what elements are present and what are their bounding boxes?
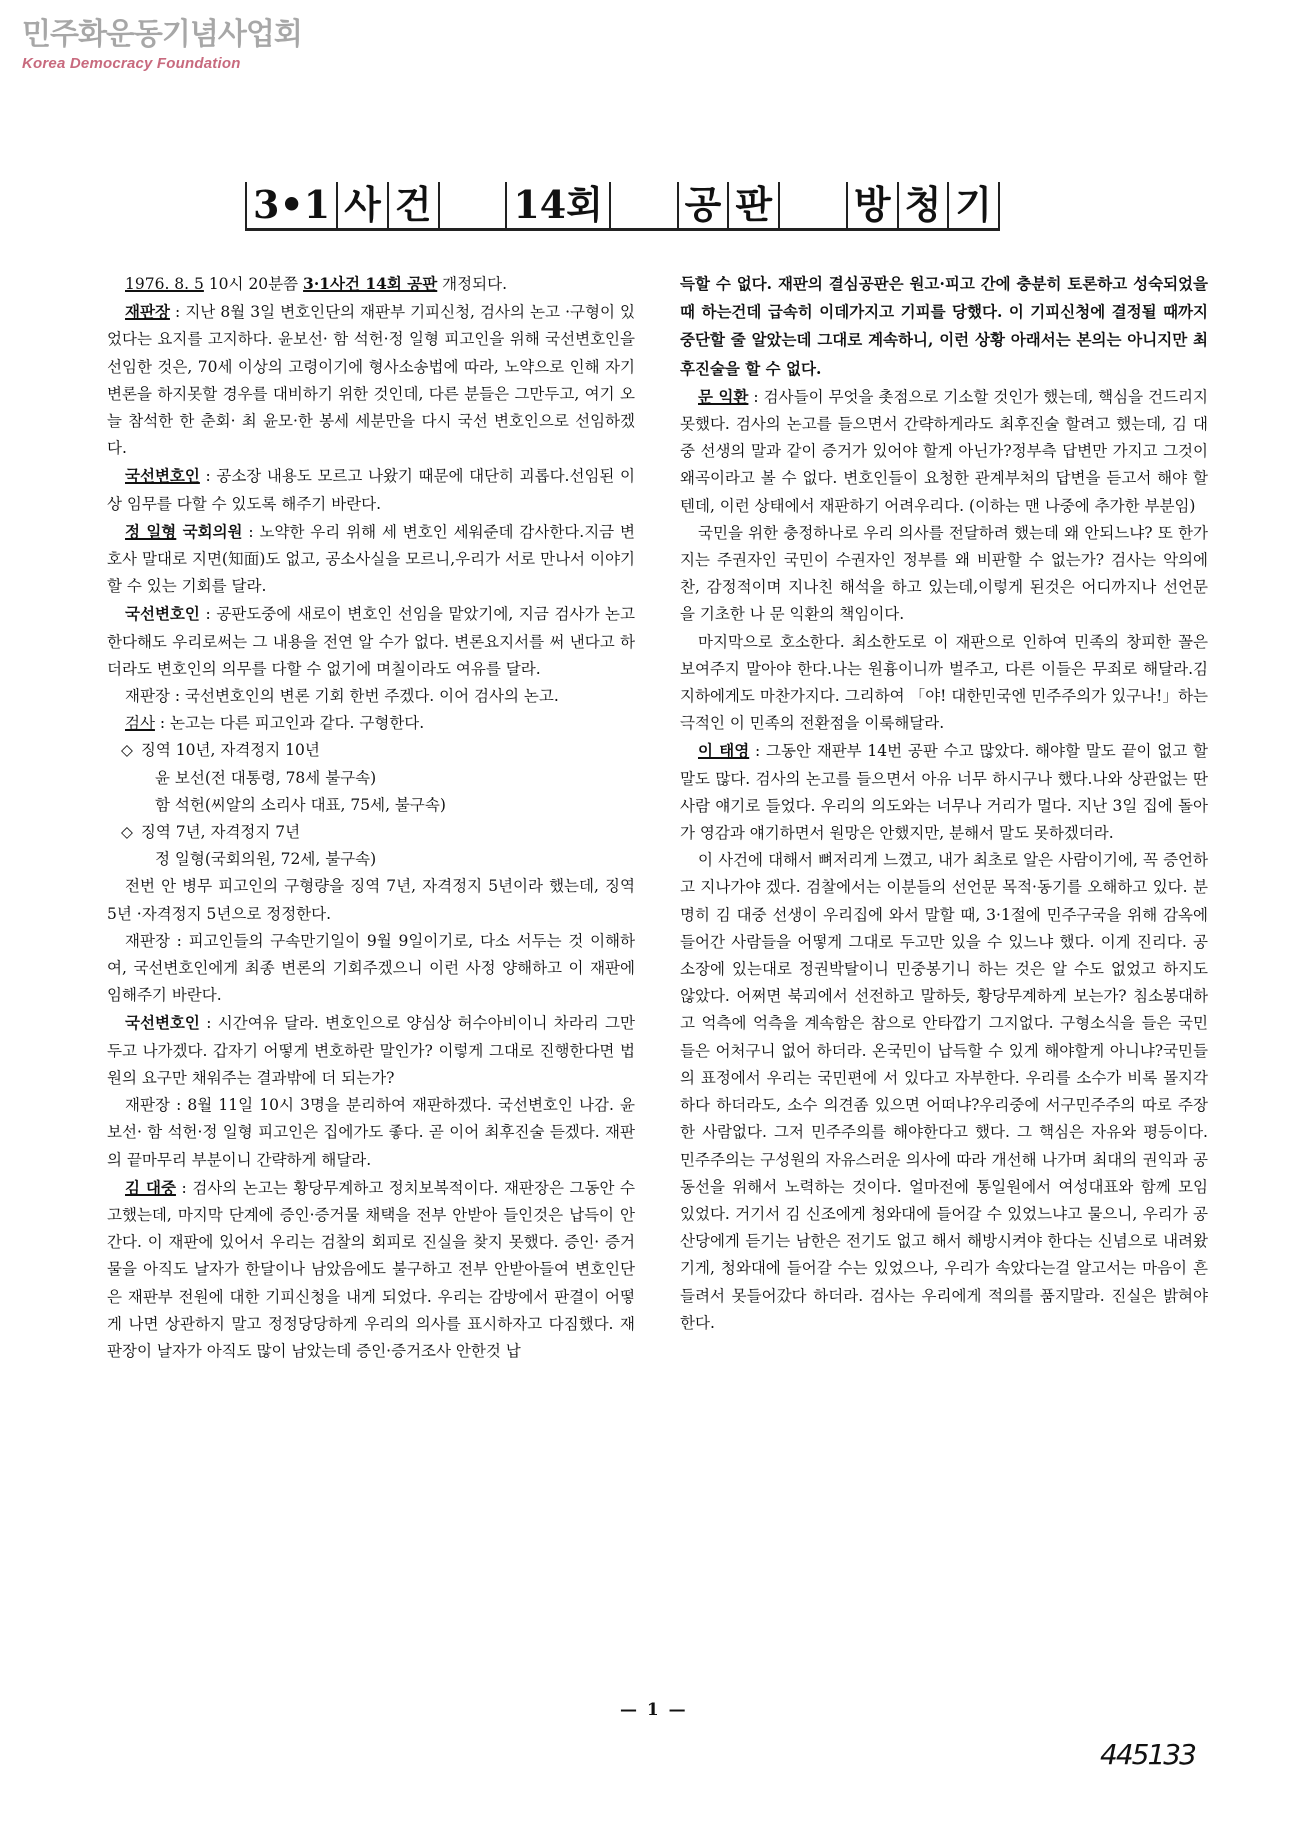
speaker-name: 국선변호인 xyxy=(125,1013,200,1033)
statement-paragraph xyxy=(680,629,1208,738)
title-segment: 3•1 xyxy=(245,182,336,228)
statement-text: : 검사의 논고는 황당무계하고 정치보복적이다. 재판장은 그동안 수고했는데, 마지막 단계에 증인·증거물 채택을 전부 안받아 들인것은 납득이 안간다. 이 재판에 있어서 우리는 검찰의 회피로 진실을 찾지 못했다. 증인· 증거물을 아직도 날자가 한달이나 남았음에도 불구하고 전부 안받아들여 변호인단은 재판부 전원에 대한 기피신청을 내게 되었다. 우리는 감방에서 판결이 어떻게 나면 상관하지 말고 정정당당하게 우리의 의사를 표시하자고 다짐했다. 재판장이 날자가 아직도 많이 남았는데 증인·증거조사 안한것 납 xyxy=(107,1178,635,1360)
speaker-name: 재판장 xyxy=(125,1096,170,1115)
statement-text: : 국선변호인의 변론 기회 한번 주겠다. 이어 검사의 논고. xyxy=(169,687,559,706)
statement-paragraph xyxy=(107,710,635,737)
statement-text: : 그동안 재판부 14번 공판 수고 많았다. 해야할 말도 끝이 없고 할말도 많다. 검사의 논고를 들으면서 아유 너무 하시구나 했다.나와 상관없는 딴 사람 얘기로 들었다. 우리의 의도와는 너무나 거리가 멀다. 지난 3일 집에 돌아가 영감과 얘기하면서 원망은 안했지만, 분해서 말도 못하겠더라. xyxy=(680,742,1208,843)
statement-paragraph xyxy=(107,298,635,462)
speaker-name: 재판장 xyxy=(125,302,170,322)
title-segment: 14회 xyxy=(505,182,609,228)
speaker-name: 문 익환 xyxy=(698,386,749,406)
statement-paragraph xyxy=(107,600,635,683)
statement-paragraph xyxy=(680,270,1208,383)
title-segment: 청 xyxy=(897,182,948,228)
sentence-block xyxy=(107,737,635,873)
title-divider xyxy=(438,182,506,228)
title-segment: 사 xyxy=(336,182,387,228)
statement-text: : 공소장 내용도 모르고 나왔기 때문에 대단히 괴롭다.선임된 이상 임무를 다할 수 있도록 해주기 바란다. xyxy=(107,467,635,513)
statement-paragraph xyxy=(107,683,635,710)
hearing-date: 1976. 8. 5 xyxy=(125,275,204,293)
archive-number: 445133 xyxy=(1100,1738,1195,1771)
statement-paragraph xyxy=(107,1092,635,1174)
statement-text: 전번 안 병무 피고인의 구형량을 징역 7년, 자격정지 5년이라 했는데, 징역 5년 ·자격정지 5년으로 정정한다. xyxy=(107,877,635,923)
speaker-name: 이 태영 xyxy=(698,741,750,761)
statement-text: 이 사건에 대해서 뼈저리게 느꼈고, 내가 최초로 알은 사람이기에, 꼭 증언하고 지나가야 겠다. 검찰에서는 이분들의 선언문 목적·동기를 오해하고 있다. 분명히 김 대중 선생이 우리집에 와서 말할 때, 3·1절에 민주구국을 위해 감옥에 들어간 사람들을 어떻게 그대로 두고만 있을 수 있느냐 했다. 이게 진리다. 공소장에 있는대로 정권박탈이니 민중봉기니 하는 것은 알 수도 없었고 하지도 않았다. 어쩌면 북괴에서 선전하고 말하듯, 황당무계하게 보는가? 침소봉대하고 억측에 억측을 계속함은 참으로 안타깝기 그지없다. 구형소식을 들은 국민들은 어처구니 없어 하더라. 온국민이 납득할 수 있게 해야할게 아니냐?국민들의 표정에서 우리는 국민편에 서 있다고 자부한다. 우리를 소수가 비록 몰지각 하다 하더라도, 소수 의견좀 있으면 어떠냐?우리중에 서구민주주의 따로 주장한 사람없다. 그저 민주주의를 해야한다고 했다. 그 핵심은 자유와 평등이다. 민주주의는 구성원의 자유스러운 의사에 따라 개선해 나가며 최대의 권익과 공동선을 위해서 노력하는 것이다. 얼마전에 통일원에서 여성대표와 함께 모임 있었다. 거기서 김 신조에게 청와대에 들어갈 수 있었느냐고 물으니, 우리가 공산당에게 듣기는 남한은 전기도 없고 해서 해방시켜야 한다는 신념으로 내려왔기게, 청와대에 들어갈 수는 있었으나, 우리가 속았다는걸 알고서는 마음이 흔들려서 못들어갔다 하더라. 검사는 우리에게 적의를 품지말라. 진실은 밝혀야 한다. xyxy=(680,851,1208,1332)
org-name-korean: 민주화운동기념사업회 xyxy=(22,17,302,52)
title-segment: 판 xyxy=(727,182,778,228)
statement-text: : 논고는 다른 피고인과 같다. 구형한다. xyxy=(154,714,425,733)
watermark-logo xyxy=(22,18,302,72)
org-name-english: Korea Democracy Foundation xyxy=(22,55,241,72)
speaker-name: 국선변호인 xyxy=(125,604,200,624)
statement-paragraph xyxy=(107,518,635,601)
statement-paragraph xyxy=(680,383,1208,520)
diamond-marker-icon: ◇ xyxy=(121,741,133,760)
statement-paragraph xyxy=(107,462,635,517)
speaker-title: 국회의원 xyxy=(176,521,243,541)
statement-text: : 시간여유 달라. 변호인으로 양심상 허수아비이니 차라리 그만두고 나가겠다. 갑자기 어떻게 변호하란 말인가? 이렇게 그대로 진행한다면 법원의 요구만 채워주는 결과밖에 더 되는가? xyxy=(107,1014,635,1087)
statement-paragraph xyxy=(680,737,1208,847)
defendant-entry: 함 석헌(씨알의 소리사 대표, 75세, 불구속) xyxy=(155,795,446,814)
statement-paragraph xyxy=(107,1009,635,1092)
statement-text: : 검사들이 무엇을 촛점으로 기소할 것인가 했는데, 핵심을 건드리지 못했다. 검사의 논고를 들으면서 간략하게라도 최후진술 할려고 했는데, 김 대중 선생의 말과 같이 증거가 있어야 할게 아닌가?정부측 답변만 가지고 그것이 왜곡이라고 볼 수 없다. 변호인들이 요청한 관계부처의 답변을 듣고서 해야 할텐데, 이런 상태에서 재판하기 어려우리다. (이하는 맨 나중에 추가한 부분임) xyxy=(680,387,1208,515)
statement-text: 득할 수 없다. 재판의 결심공판은 원고·피고 간에 충분히 토론하고 성숙되었을 때 하는건데 급속히 이데가지고 기피를 당했다. 이 기피신청에 결정될 때까지 중단할 줄 알았는데 그대로 계속하니, 이런 상황 아래서는 본의는 아니지만 최후진술을 할 수 없다. xyxy=(680,274,1208,378)
sentence-term xyxy=(121,737,635,764)
speaker-name: 검사 xyxy=(125,714,155,733)
opening-paragraph xyxy=(107,270,635,298)
right-column xyxy=(680,270,1208,1337)
statement-text: : 피고인들의 구속만기일이 9월 9일이기로, 다소 서두는 것 이해하여, 국선변호인에게 최종 변론의 기회주겠으니 이런 사정 양해하고 이 재판에 임해주기 바란다. xyxy=(107,931,635,1005)
statement-paragraph xyxy=(680,520,1208,629)
page-number: — 1 — xyxy=(620,1700,688,1720)
statement-text: : 8월 11일 10시 3명을 분리하여 재판하겠다. 국선변호인 나감. 윤 보선· 함 석헌·정 일형 피고인은 집에가도 좋다. 곧 이어 최후진술 듣겠다. 재판의 끝마무리 부분이니 간략하게 해달라. xyxy=(107,1096,635,1169)
speaker-name: 국선변호인 xyxy=(125,466,200,486)
statement-paragraph xyxy=(107,873,635,927)
title-segment: 건 xyxy=(387,182,438,228)
sentence-term xyxy=(121,819,635,846)
speaker-name: 정 일형 xyxy=(125,521,177,541)
hearing-time: 10시 20분쯤 xyxy=(203,275,304,293)
statement-paragraph xyxy=(680,847,1208,1337)
opening-text: 개정되다. xyxy=(437,275,507,293)
case-name: 3·1사건 14회 공판 xyxy=(303,274,438,293)
speaker-name: 재판장 xyxy=(125,931,170,950)
speaker-name: 김 대중 xyxy=(125,1177,176,1197)
title-segment: 기 xyxy=(947,182,1000,228)
statement-paragraph xyxy=(107,928,635,1010)
title-segment: 공 xyxy=(677,182,728,228)
defendant-entry: 정 일형(국회의원, 72세, 불구속) xyxy=(155,850,377,869)
statement-paragraph xyxy=(107,1174,635,1365)
statement-text: 국민을 위한 충정하나로 우리 의사를 전달하려 했는데 왜 안되느냐? 또 한가지는 주권자인 국민이 수권자인 정부를 왜 비판할 수 없는가? 검사는 악의에 찬, 감정적이며 지나친 해석을 하고 있는데,이렇게 된것은 어디까지나 선언문을 기초한 나 문 익환의 책임이다. xyxy=(680,523,1208,624)
sentence-term-text: 징역 10년, 자격정지 10년 xyxy=(140,741,320,760)
left-column xyxy=(107,270,635,1365)
title-divider xyxy=(778,182,846,228)
document-title xyxy=(245,178,1000,231)
statement-text: : 노약한 우리 위해 세 변호인 세워준데 감사한다.지금 변호사 말대로 지면(知面)도 없고, 공소사실을 모르니,우리가 서로 만나서 이야기 할 수 있는 기회를 달라. xyxy=(107,522,635,596)
speaker-name: 재판장 xyxy=(125,687,170,706)
statement-text: 마지막으로 호소한다. 최소한도로 이 재판으로 인하여 민족의 창피한 꼴은 보여주지 말아야 한다.나는 원흉이니까 벌주고, 다른 이들은 무죄로 해달라.김 지하에게도 마찬가지다. 그리하여 「야! 대한민국엔 민주주의가 있구나!」하는 극적인 이 민족의 전환점을 이룩해달라. xyxy=(680,632,1208,733)
statement-text: : 공판도중에 새로이 변호인 선임을 맡았기에, 지금 검사가 논고한다해도 우리로써는 그 내용을 전연 알 수가 없다. 변론요지서를 써 낸다고 하더라도 변호인의 의무를 다할 수 없기에 며칠이라도 여유를 달라. xyxy=(107,605,635,678)
defendant-entry: 윤 보선(전 대통령, 78세 불구속) xyxy=(155,768,377,787)
title-divider xyxy=(609,182,677,228)
statement-text: : 지난 8월 3일 변호인단의 재판부 기피신청, 검사의 논고 ·구형이 있었다는 요지를 고지하다. 윤보선· 함 석헌·정 일형 피고인을 위해 국선변호인을 선임한 것은, 70세 이상의 고령이기에 형사소송법에 따라, 노약으로 인해 자기 변론을 하지못할 경우를 대비하기 위한 것인데, 다른 분들은 그만두고, 여기 오늘 참석한 한 춘회· 최 윤모·한 봉세 세분만을 다시 국선 변호인으로 선임하겠다. xyxy=(107,303,635,458)
diamond-marker-icon: ◇ xyxy=(121,823,133,842)
sentence-term-text: 징역 7년, 자격정지 7년 xyxy=(140,823,301,842)
title-segment: 방 xyxy=(846,182,897,228)
